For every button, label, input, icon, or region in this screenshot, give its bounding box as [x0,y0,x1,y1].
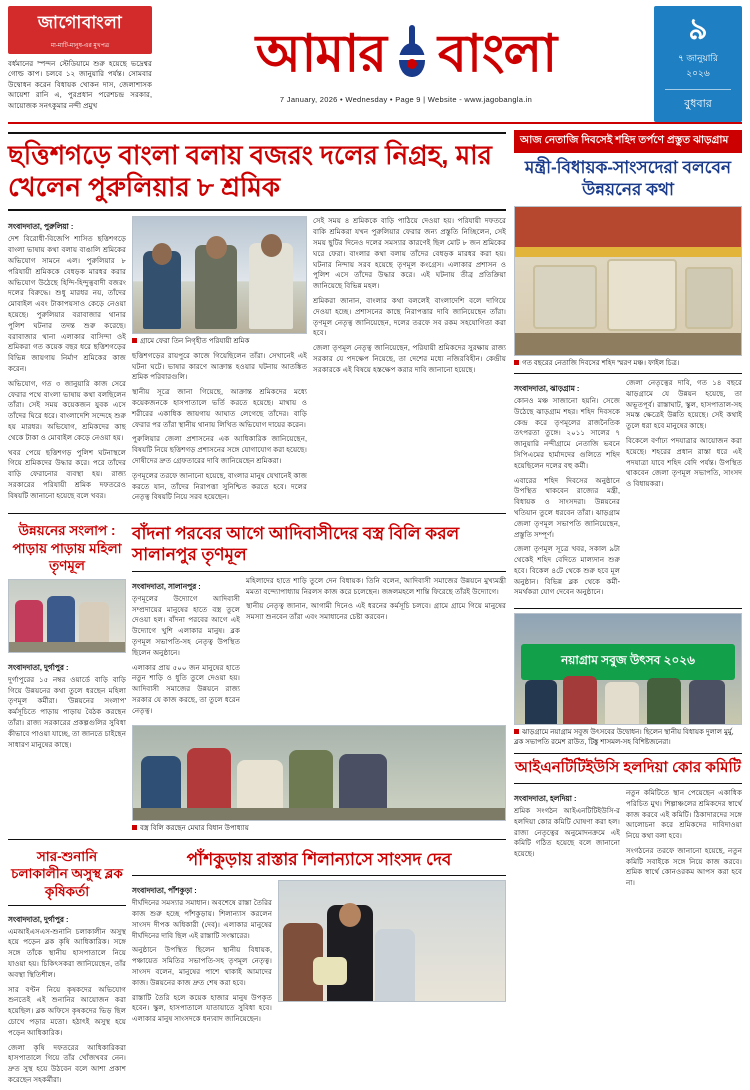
mid-center-p3: মহিলাদের হাতে শাড়ি তুলে দেন বিধায়ক। তিনি বলেন, আদিবাসী সমাজের উন্নয়নে মুখ্যমন্ত্রী মমতা বন্দ্যোপাধ্যায় নিরলস কাজ করে চলেছেন। জঙ্গলমহলে শান্তি ফিরেছে তাঁরই উদ্যোগে। [246,575,506,596]
divider-right-1 [514,608,742,609]
masthead-left [8,6,158,122]
date-month: ৭ জানুয়ারি [678,52,718,63]
masthead-center [158,6,654,122]
bottom-right-byline: সংবাদদাতা, হলদিয়া : [514,793,577,803]
right-p4: জেলা নেতৃত্বের দাবি, গত ১৪ বছরে ঝাড়গ্রামে যে উন্নয়ন হয়েছে, তা অভূতপূর্ব। রাস্তাঘাট, স্কুল, হাসপাতাল-সহ সমস্ত ক্ষেত্রেই উন্নতি হয়েছে। সেই কথাই তুলে ধরা হবে মানুষের কাছে। [626,377,742,431]
paper-title-right: বাংলা [437,24,557,83]
bottom-left-p2: সার বণ্টন নিয়ে কৃষকদের অভিযোগ শুনতেই এই শুনানির আয়োজন করা হয়েছিল। ব্লক অফিসে কৃষকদের ভিড় ছিল চোখে পড়ার মতো। হঠাৎই অসুস্থ হয়ে পড়েন আধিকারিক। [8,984,126,1037]
right-mid-caption [514,728,742,747]
bottom-right-headline: আইএনটিটিইউসি হলদিয়া কোর কমিটি [515,759,741,777]
lead-c2-p3: পুরুলিয়ার জেলা প্রশাসনের এক আধিকারিক জানিয়েছেন, বিষয়টি নিয়ে ছত্তিশগড় প্রশাসনের সঙ্গে যোগাযোগ করা হয়েছে। দোষীদের দ্রুত গ্রেফতারের দাবি জানিয়েছেন শ্রমিকরা। [132,434,307,466]
bottom-right-col2 [626,788,742,893]
mid-center-photo [132,725,506,821]
mid-center-p1: তৃণমূলের উদ্যোগে আদিবাসী সম্প্রদায়ের মানুষের হাতে বস্ত্র তুলে দেওয়া হল। বাঁদনা পরবের আগে এই উদ্যোগে খুশি এলাকার মানুষ। ব্লক তৃণমূল সভাপতি-সহ নেতৃত্ব উপস্থিত ছিলেন অনুষ্ঠানে। [132,593,240,657]
mid-left-byline: সংবাদদাতা, দুর্গাপুর : [8,662,69,672]
right-article-body [514,378,742,602]
mid-center-byline: সংবাদদাতা, সালানপুর : [132,581,201,591]
bottom-center-text [132,880,272,1029]
divider-2 [8,839,506,840]
mid-row [8,518,506,833]
right-photo-top [514,206,742,356]
mid-center-caption-text: বস্ত্র বিলি করছেন মেঘার বিধান উপাধ্যায় [140,824,249,832]
right-p3: জেলা তৃণমূল সূত্রে খবর, সকাল ৯টা থেকেই শহিদ বেদিতে মাল্যদান শুরু হবে। বিকেল ৪টে থেকে শুরু হবে মূল অনুষ্ঠান। বিভিন্ন ব্লক থেকে কর্মী-সমর্থকরা যোগ দেবেন অনুষ্ঠানে। [514,544,620,597]
mid-center-article [132,518,506,833]
bottom-center-p1: দীর্ঘদিনের সমস্যার সমাধান। অবশেষে রাস্তা তৈরির কাজ শুরু হচ্ছে পাঁশকুড়ায়। শিলান্যাস করলেন সাংসদ দীপক অধিকারী (দেব)। এলাকার মানুষের দীর্ঘদিনের দাবি ছিল এই রাস্তাটি সংস্কারের। [132,898,272,940]
bottom-right-p2: নতুন কমিটিতে স্থান পেয়েছেন একাধিক পরিচিত মুখ। শিল্পাঞ্চলের শ্রমিকদের স্বার্থে কাজ করবে এই কমিটি। ঠিকাদারদের সঙ্গে আলোচনা করে শ্রমিকদের দাবিদাওয়া নিয়ে কথা বলা হবে। [626,787,742,841]
bottom-center-headline: পাঁশকুড়ায় রাস্তার শিলান্যাসে সাংসদ দেব [186,849,452,869]
mid-left-p1: দুর্গাপুরের ১৫ নম্বর ওয়ার্ডে বাড়ি বাড়ি গিয়ে উন্নয়নের কথা তুলে ধরছেন মহিলা তৃণমূল কর্মীরা। 'উন্নয়নের সংলাপ' কর্মসূচিতে পাড়ায় পাড়ায় বৈঠক করছেন তাঁরা। রাজ্য সরকারের প্রকল্পগুলির সুবিধা কীভাবে পাওয়া যাচ্ছে, তা জানতে চাইছেন সাধারণ মানুষের কাছে। [8,674,126,749]
right-column [514,130,742,1090]
bottom-center-photo [278,880,506,1002]
lead-p2: অভিযোগ, গত ৩ জানুয়ারি কাজ সেরে ফেরার পথে বাংলা ভাষায় কথা বলছিলেন তাঁরা। সেই সময় কয়েকজন যুবক এসে তাঁদের ঘিরে ধরে। বাংলাদেশি সন্দেহে শুরু হয় মারধর। অভিযোগ, শ্রমিকদের কাছ থেকে টাকা ও মোবাইল কেড়ে নেওয়া হয়। [8,378,126,442]
lead-photo-caption [132,337,307,346]
bottom-left-headline: সার-শুনানি চলাকালীন অসুস্থ ব্লক কৃষিকর্তা [11,848,123,900]
divider-right-2 [514,753,742,754]
right-photo-caption-text: গত বছরের নেতাজি দিবসের শহিদ স্মরণ মঞ্চ। ফাইল চিত্র। [522,359,680,367]
right-kicker: আজ নেতাজি দিবসেই শহিদ তর্পণে প্রস্তুত ঝাড়গ্রাম [514,130,742,153]
lead-p1: দেশ বিরোধী-বিজেপি শাসিত ছত্তিশগড়ে বাংলা ভাষায় কথা বলায় বাঙালি শ্রমিকের অভিযোগ সামনে এল। পুরুলিয়ার ৮ পরিযায়ী শ্রমিককে বেধড়ক মারধর করার অভিযোগ উঠেছে হিন্দি-হিন্দুত্ববাদী বজরং দলের বিরুদ্ধে। শুধু মারধর নয়, তাঁদের মোবাইল এবং টাকাপয়সাও কেড়ে নেওয়া হয়েছে। পুরুলিয়ার বরাবাজার থানার পুলিশ ঘটনার তদন্ত শুরু করেছে। বরাবাজার থানা এলাকার বাসিন্দা ওই শ্রমিকরা গত কয়েক বছর ধরে ছত্তিশগড়ের বিভিন্ন জায়গায় নির্মাণ শ্রমিকের কাজ করেন। [8,234,126,373]
lead-p3: খবর পেয়ে ছত্তিশগড় পুলিশ ঘটনাস্থলে গিয়ে শ্রমিকদের উদ্ধার করে। পরে তাঁদের বাড়ি ফেরানোর ব্যবস্থা হয়। রাজ্য সরকারের পরিযায়ী শ্রমিক দফতরেও বিষয়টি জানানো হয়েছে বলে খবর। [8,447,126,500]
bottom-left-p1: এমআইএসএস-শুনানি চলাকালীন অসুস্থ হয়ে পড়েন ব্লক কৃষি আধিকারিক। সঙ্গে সঙ্গে তাঁকে স্থানীয় হাসপাতালে নিয়ে যাওয়া হয়। চিকিৎসকরা জানিয়েছেন, তাঁর অবস্থা স্থিতিশীল। [8,926,126,979]
masthead-promo-text: বর্ধমানের স্পন্দন স্টেডিয়ামে শুরু হয়েছে ভদ্রেশ্বর গোল্ড কাপ। চলবে ১২ জানুয়ারি পর্যন্ত। সোমবার উদ্বোধন করেন বিধায়ক খোকন দাস, জেলাশাসক আয়েশা রানি এ, পুরপ্রধান পরেশচন্দ্র সরকার, আয়োজক সনৎকুমার নন্দী প্রমুখ [8,59,152,110]
paper-title-left: আমার [255,24,386,83]
mid-left-article [8,518,126,833]
mid-center-headline: বাঁদনা পরবের আগে আদিবাসীদের বস্ত্র বিলি করল সালানপুর তৃণমূল [132,524,460,565]
jagobangla-logo [8,6,152,54]
bottom-left-p3: জেলা কৃষি দফতরের আধিকারিকরা হাসপাতালে গিয়ে তাঁর খোঁজখবর নেন। দ্রুত সুস্থ হয়ে উঠবেন বলে আশা প্রকাশ করেছেন সহকর্মীরা। [8,1042,126,1084]
divider-1 [8,513,506,514]
bottom-left-byline: সংবাদদাতা, দুর্গাপুর : [8,914,69,924]
bottom-center-photo-wrap [278,880,506,1029]
mid-left-headline: উন্নয়নের সংলাপ : পাড়ায় পাড়ায় মহিলা তৃণমূল [12,523,122,574]
paper-title [256,25,556,83]
date-weekday: বুধবার [665,89,730,114]
bottom-right-p1: শ্রমিক সংগঠন আইএনটিটিইউসি-র হলদিয়া কোর কমিটি ঘোষণা করা হল। রাজ্য নেতৃত্বের অনুমোদনক্রমে এই কমিটি গঠিত হয়েছে বলে জানানো হয়েছে। [514,805,620,859]
bottom-row [8,844,506,1090]
lead-byline: সংবাদদাতা, পুরুলিয়া : [8,222,74,232]
lead-c3-p3: জেলা তৃণমূল নেতৃত্ব জানিয়েছেন, পরিযায়ী শ্রমিকদের সুরক্ষায় রাজ্য সরকার যে পদক্ষেপ নিয়েছে, তা দেশের মধ্যে নজিরবিহীন। কেন্দ্রীয় সরকারকে এই বিষয়ে হস্তক্ষেপ করার দাবি জানানো হয়েছে। [313,343,506,374]
lead-col-3 [313,216,506,507]
bottom-right-p3: সংগঠনের তরফে জানানো হয়েছে, নতুন কমিটি সবাইকে সঙ্গে নিয়ে কাজ করবে। শ্রমিক স্বার্থে কোনওরকম আপস করা হবে না। [626,845,742,888]
bottom-center-p2: অনুষ্ঠানে উপস্থিত ছিলেন স্থানীয় বিধায়ক, পঞ্চায়েত সমিতির সভাপতি-সহ তৃণমূল নেতৃত্ব। সাংসদ বলেন, মানুষের পাশে থাকাই আমাদের কাজ। উন্নয়নের কাজ দ্রুত শেষ করা হবে। [132,945,272,987]
bottom-center-article [132,844,506,1090]
right-text-col2 [626,378,742,602]
page-body [8,130,742,1090]
lead-photo [132,216,307,334]
right-p2: এবারের শহিদ দিবসের অনুষ্ঠানে উপস্থিত থাকবেন রাজ্যের মন্ত্রী, বিধায়ক ও সাংসদরা। উন্নয়নের খতিয়ান তুলে ধরবেন তাঁরা। ঝাড়গ্রাম জেলা তৃণমূল সভাপতি জানিয়েছেন, প্রস্তুতি সম্পূর্ণ। [514,475,620,539]
right-p1: কোনও মঞ্চ সাজানো হয়নি। সেজে উঠেছে ঝাড়গ্রাম শহর। শহিদ দিবসকে কেন্দ্র করে তৃণমূলের রাজনৈতিক তৎপরতা তুঙ্গে। ২০১১ সালের ৭ জানুয়ারি নন্দীগ্রামে নেতাজি ভবনে সিপিএমের হার্মাদদের গুলিতে শহিদ হয়েছিলেন দলের বহু কর্মী। [514,395,620,470]
right-photo-caption [514,359,742,368]
lead-photo-caption-text: গ্রামে ফেরা তিন নিগৃহীত পরিযায়ী শ্রমিক [140,338,250,346]
lead-c3-p1: সেই সময় ৪ শ্রমিককে বাড়ি পাঠিয়ে দেওয়া হয়। পরিযায়ী দফতরে বাকি শ্রমিকরা যখন পুরুলিয়ার ফেরার জন্য প্রস্তুতি নিচ্ছিলেন, সেই সময় ছুটির দিনেও দলের সমস্যার কারণেই ছিল মোট ৮ জন শ্রমিকের ঘরে ফেরা। বাংলার কথা বলায় তাঁদের বেধড়ক মারধর করা হয়। ঘটনার নিন্দায় সরব হয়েছে তৃণমূল কংগ্রেস। এলাকার প্রশাসন ও পুলিশ এসে তাঁদের উদ্ধার করে। এই ঘটনায় তীব্র প্রতিক্রিয়া জানিয়েছে বিভিন্ন মহল। [313,216,506,291]
mid-center-col2 [246,576,506,721]
right-mid-caption-text: ঝাড়গ্রামে নয়াগ্রাম সবুজ উৎসবের উদ্বোধন। ছিলেন স্থানীয় বিধায়ক দুলাল মুর্মু, ব্লক সভাপতি রমেশ রাউত, টিঙ্কু শাসমল-সহ বিশিষ্টজনেরা। [514,729,734,746]
lead-col-1 [8,216,126,507]
lead-c2-p4: তৃণমূলের তরফে জানানো হয়েছে, বাংলার মানুষ যেখানেই কাজ করতে যান, তাঁদের নিরাপত্তা সুনিশ্চিত করতে হবে। দলের নেতৃত্ব বিষয়টি নিয়ে সরব হয়েছেন। [132,470,307,502]
lead-c2-p2: স্থানীয় সূত্রে জানা গিয়েছে, আক্রান্ত শ্রমিকদের মধ্যে কয়েকজনকে হাসপাতালে ভর্তি করতে হয়েছে। মাথায় ও শরীরের একাধিক জায়গায় আঘাত লেগেছে তাঁদের। বাড়ি ফেরার পর তাঁরা স্থানীয় থানায় লিখিত অভিযোগ দায়ের করেন। [132,387,307,429]
page-number: ৯ [688,12,708,46]
mid-center-p4: স্থানীয় নেতৃত্ব জানান, আগামী দিনেও এই ধরনের কর্মসূচি চলবে। গ্রামে গ্রামে গিয়ে মানুষের সমস্যা শুনবেন তাঁরা এবং সমাধানের চেষ্টা করবেন। [246,601,506,622]
right-text-col1 [514,378,620,602]
masthead [8,6,742,124]
tanpura-icon [390,25,434,83]
logo-subtitle: মা-মাটি-মানুষ-এর মুখপত্র [50,43,110,49]
lead-c2-p1: ছত্তিশগড়ের রায়পুরে কাজে গিয়েছিলেন তাঁরা। সেখানেই এই ঘটনা ঘটে। ভাষার কারণে আক্রান্ত হওয়ার ঘটনায় আতঙ্কিত শ্রমিক পরিবারগুলি। [132,350,307,382]
bottom-left-article [8,844,126,1090]
mid-center-caption [132,824,506,833]
logo-title: জাগোবাংলা [37,13,123,32]
masthead-subline: 7 January, 2026 • Wednesday • Page 9 | Website - www.jagobangla.in [279,94,533,104]
date-block [654,6,742,122]
bottom-right-col1 [514,788,620,893]
mid-left-photo [8,579,126,653]
banner-text: নয়াগ্রাম সবুজ উৎসব ২০২৬ [561,653,695,668]
right-headline: মন্ত্রী-বিধায়ক-সাংসদেরা বলবেন উন্নয়নের কথা [524,158,732,199]
bottom-right-body [514,788,742,893]
date-year: ২০২৬ [686,67,710,78]
mid-center-p2: এলাকার প্রায় ৫০০ জন মানুষের হাতে নতুন শাড়ি ও ধুতি তুলে দেওয়া হয়। আদিবাসী সমাজের উন্নয়নে রাজ্য সরকার যে কাজ করছে, তা তুলে ধরেন নেতৃত্ব। [132,662,240,715]
bottom-center-byline: সংবাদদাতা, পাঁশকুড়া : [132,886,197,896]
lead-headline: ছত্তিশগড়ে বাংলা বলায় বজরং দলের নিগ্রহ, মার খেলেন পুরুলিয়ার ৮ শ্রমিক [8,140,492,202]
lead-article [8,216,506,507]
main-column [8,130,506,1090]
right-photo-mid [514,613,742,725]
lead-col-2 [132,216,307,507]
mid-center-col1 [132,576,240,721]
right-p5: বিকেলে বর্ণাঢ্য পদযাত্রার আয়োজন করা হয়েছে। শহরের প্রধান রাস্তা ধরে এই পদযাত্রা যাবে শহিদ বেদি পর্যন্ত। উপস্থিত থাকবেন জেলা তৃণমূল সভাপতি, সাংসদ ও বিধায়করা। [626,435,742,489]
bottom-center-p3: রাস্তাটি তৈরি হলে কয়েক হাজার মানুষ উপকৃত হবেন। স্কুল, হাসপাতালে যাতায়াতে সুবিধা হবে। এলাকার মানুষ সাংসদকে ধন্যবাদ জানিয়েছেন। [132,992,272,1024]
lead-c3-p2: শ্রমিকরা জানান, বাংলার কথা বললেই বাংলাদেশি বলে দাগিয়ে দেওয়া হচ্ছে। প্রশাসনের কাছে নিরাপত্তার দাবি জানিয়েছেন তাঁরা। তৃণমূল নেতৃত্ব জানিয়েছেন, দলের তরফে সব রকম সহযোগিতা করা হবে। [313,296,506,338]
right-byline: সংবাদদাতা, ঝাড়গ্রাম : [514,383,580,393]
